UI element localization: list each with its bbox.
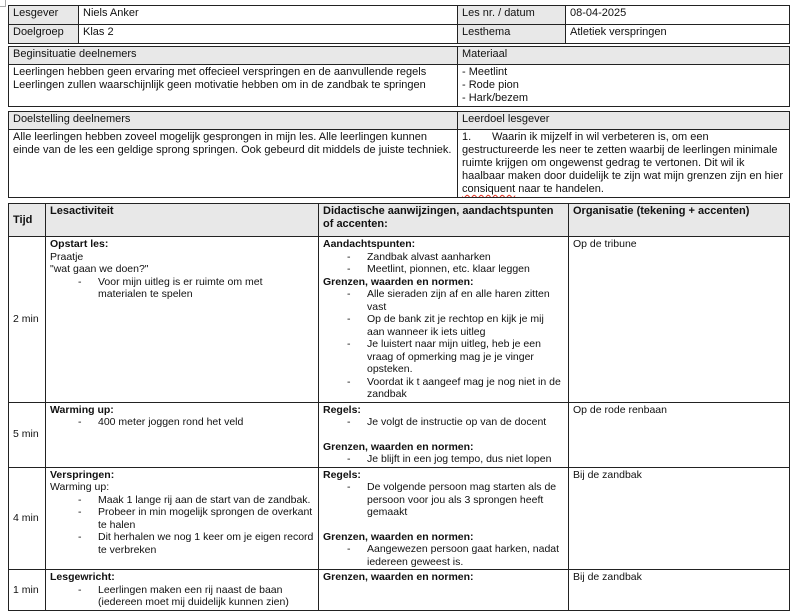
schedule-row-lesgewricht (9, 570, 790, 611)
doelstelling-content-row (9, 130, 790, 198)
info-row-doelgroep (9, 25, 790, 44)
activity-line: Praatje (50, 250, 84, 263)
bullet-item: - Voor mijn uitleg is er ruimte om met materialen te spelen (50, 276, 314, 301)
materiaal-item: - Rode pion (462, 79, 519, 91)
misspelled-word: consiquent (462, 183, 516, 195)
organisation-cell: Bij de zandbak (569, 467, 790, 570)
beginsituatie-content-row (9, 65, 790, 107)
doelstelling-text: Alle leerlingen hebben zoveel mogelijk gesprongen in mijn les. Alle leerlingen kunnen einde van de les een geldige sprong springen. Ook gebeurd dit middels de juiste techniek. (9, 130, 458, 198)
info-row-lesgever (9, 6, 790, 25)
didactics-heading: Grenzen, waarden en normen: (323, 275, 474, 288)
bullet-item: - Je volgt de instructie op van de docent (323, 416, 564, 429)
time-cell: 1 min (9, 570, 46, 611)
leerdoel-number: 1. (462, 131, 472, 143)
materiaal-item: - Hark/bezem (462, 92, 529, 104)
bullet-item: - Leerlingen maken een rij naast de baan (iedereen moet mij duidelijk kunnen zien) (50, 584, 314, 609)
bullet-item: - 400 meter joggen rond het veld (50, 416, 314, 429)
materiaal-header: Materiaal (458, 47, 790, 65)
activity-title: Verspringen: (50, 468, 115, 481)
didactics-heading: Aandachtspunten: (323, 238, 416, 250)
didactics-heading: Regels: (323, 403, 361, 416)
activity-title: Warming up: (50, 403, 114, 416)
doelgroep-value: Klas 2 (79, 25, 458, 44)
time-cell: 5 min (9, 402, 46, 467)
didactics-cell (319, 467, 569, 570)
schedule-row-warmingup (9, 402, 790, 467)
leerdoel-text-part: naar te handelen. (515, 183, 604, 195)
organisation-cell: Op de rode renbaan (569, 402, 790, 467)
beginsituatie-header: Beginsituatie deelnemers (9, 47, 458, 65)
didactics-heading: Grenzen, waarden en normen: (323, 440, 474, 453)
beginsituatie-header-row (9, 47, 790, 65)
bullet-item: - Meetlint, pionnen, etc. klaar leggen (323, 263, 564, 276)
bullet-item: - Aangewezen persoon gaat harken, nadat iedereen geweest is. (323, 543, 564, 568)
schedule-header-row (9, 204, 790, 237)
didactics-heading: Grenzen, waarden en normen: (323, 571, 474, 583)
bullet-item: - Probeer in min mogelijk sprongen de overkant te halen (50, 506, 314, 531)
activity-cell (46, 467, 319, 570)
time-cell: 4 min (9, 467, 46, 570)
organisation-cell: Op de tribune (569, 237, 790, 403)
tijd-header: Tijd (9, 204, 46, 237)
beginsituatie-table (8, 46, 790, 107)
organisatie-header: Organisatie (tekening + accenten) (569, 204, 790, 237)
leerdoel-text (458, 130, 790, 198)
doelgroep-label: Doelgroep (9, 25, 79, 44)
bullet-item: - Je blijft in een jog tempo, dus niet lopen (323, 453, 564, 466)
activity-cell (46, 570, 319, 611)
info-table (8, 5, 790, 44)
materiaal-item: - Meetlint (462, 66, 508, 78)
time-cell: 2 min (9, 237, 46, 403)
bullet-item: - Je luistert naar mijn uitleg, heb je een vraag of opmerking mag je je vinger opsteken. (323, 338, 564, 376)
organisation-cell: Bij de zandbak (569, 570, 790, 611)
bullet-item: - Maak 1 lange rij aan de start van de zandbak. (50, 494, 314, 507)
lesthema-label: Lesthema (458, 25, 566, 44)
didactics-cell (319, 402, 569, 467)
table-handle-mark (0, 0, 6, 7)
bullet-item: - De volgende persoon mag starten als de persoon voor jou als 3 sprongen heeft gemaakt (323, 481, 564, 519)
didactics-heading: Regels: (323, 468, 361, 481)
bullet-item: - Alle sieraden zijn af en alle haren zitten vast (323, 288, 564, 313)
lesthema-value: Atletiek verspringen (566, 25, 790, 44)
activity-title: Lesgewricht: (50, 571, 115, 583)
didactics-heading: Grenzen, waarden en normen: (323, 530, 474, 543)
lesgever-value: Niels Anker (79, 6, 458, 25)
doelstelling-header-row (9, 112, 790, 130)
schedule-row-verspringen (9, 467, 790, 570)
lesnr-datum-label: Les nr. / datum (458, 6, 566, 25)
activity-cell (46, 402, 319, 467)
schedule-row-opstart (9, 237, 790, 403)
activity-line: Warming up: (50, 481, 110, 493)
doelstelling-table (8, 111, 790, 198)
leerdoel-text-part: Waarin ik mijzelf in wil verbeteren is, om een gestructureerde les neer te zetten waarbij de leerlingen minimale ruimte krijgen om ongewenst gedrag te vertonen. Dit wil ik haalbaar maken door duidelijk te zijn wat mijn grenzen zijn en hier (462, 131, 784, 182)
beginsituatie-line: Leerlingen zullen waarschijnlijk geen motivatie hebben om in de zandbak te springen (13, 79, 426, 91)
bullet-item: - Voordat ik t aangeef mag je nog niet in de zandbak (323, 376, 564, 401)
activity-cell (46, 237, 319, 403)
bullet-item: - Op de bank zit je rechtop en kijk je mij aan wanneer ik iets uitleg (323, 313, 564, 338)
activity-line: "wat gaan we doen?" (50, 263, 149, 275)
doelstelling-header: Doelstelling deelnemers (9, 112, 458, 130)
activity-title: Opstart les: (50, 238, 109, 250)
materiaal-list (458, 65, 790, 107)
didactics-cell (319, 237, 569, 403)
lesgever-label: Lesgever (9, 6, 79, 25)
schedule-table (8, 203, 790, 611)
bullet-item: - Zandbak alvast aanharken (323, 251, 564, 264)
lesactiviteit-header: Lesactiviteit (46, 204, 319, 237)
bullet-item: - Dit herhalen we nog 1 keer om je eigen record te verbreken (50, 531, 314, 556)
lesnr-datum-value: 08-04-2025 (566, 6, 790, 25)
didactiek-header: Didactische aanwijzingen, aandachtspunten of accenten: (319, 204, 569, 237)
beginsituatie-text (9, 65, 458, 107)
leerdoel-header: Leerdoel lesgever (458, 112, 790, 130)
lesson-plan-document (8, 5, 789, 611)
didactics-cell (319, 570, 569, 611)
beginsituatie-line: Leerlingen hebben geen ervaring met offecieel verspringen en de aanvullende regels (13, 66, 427, 78)
